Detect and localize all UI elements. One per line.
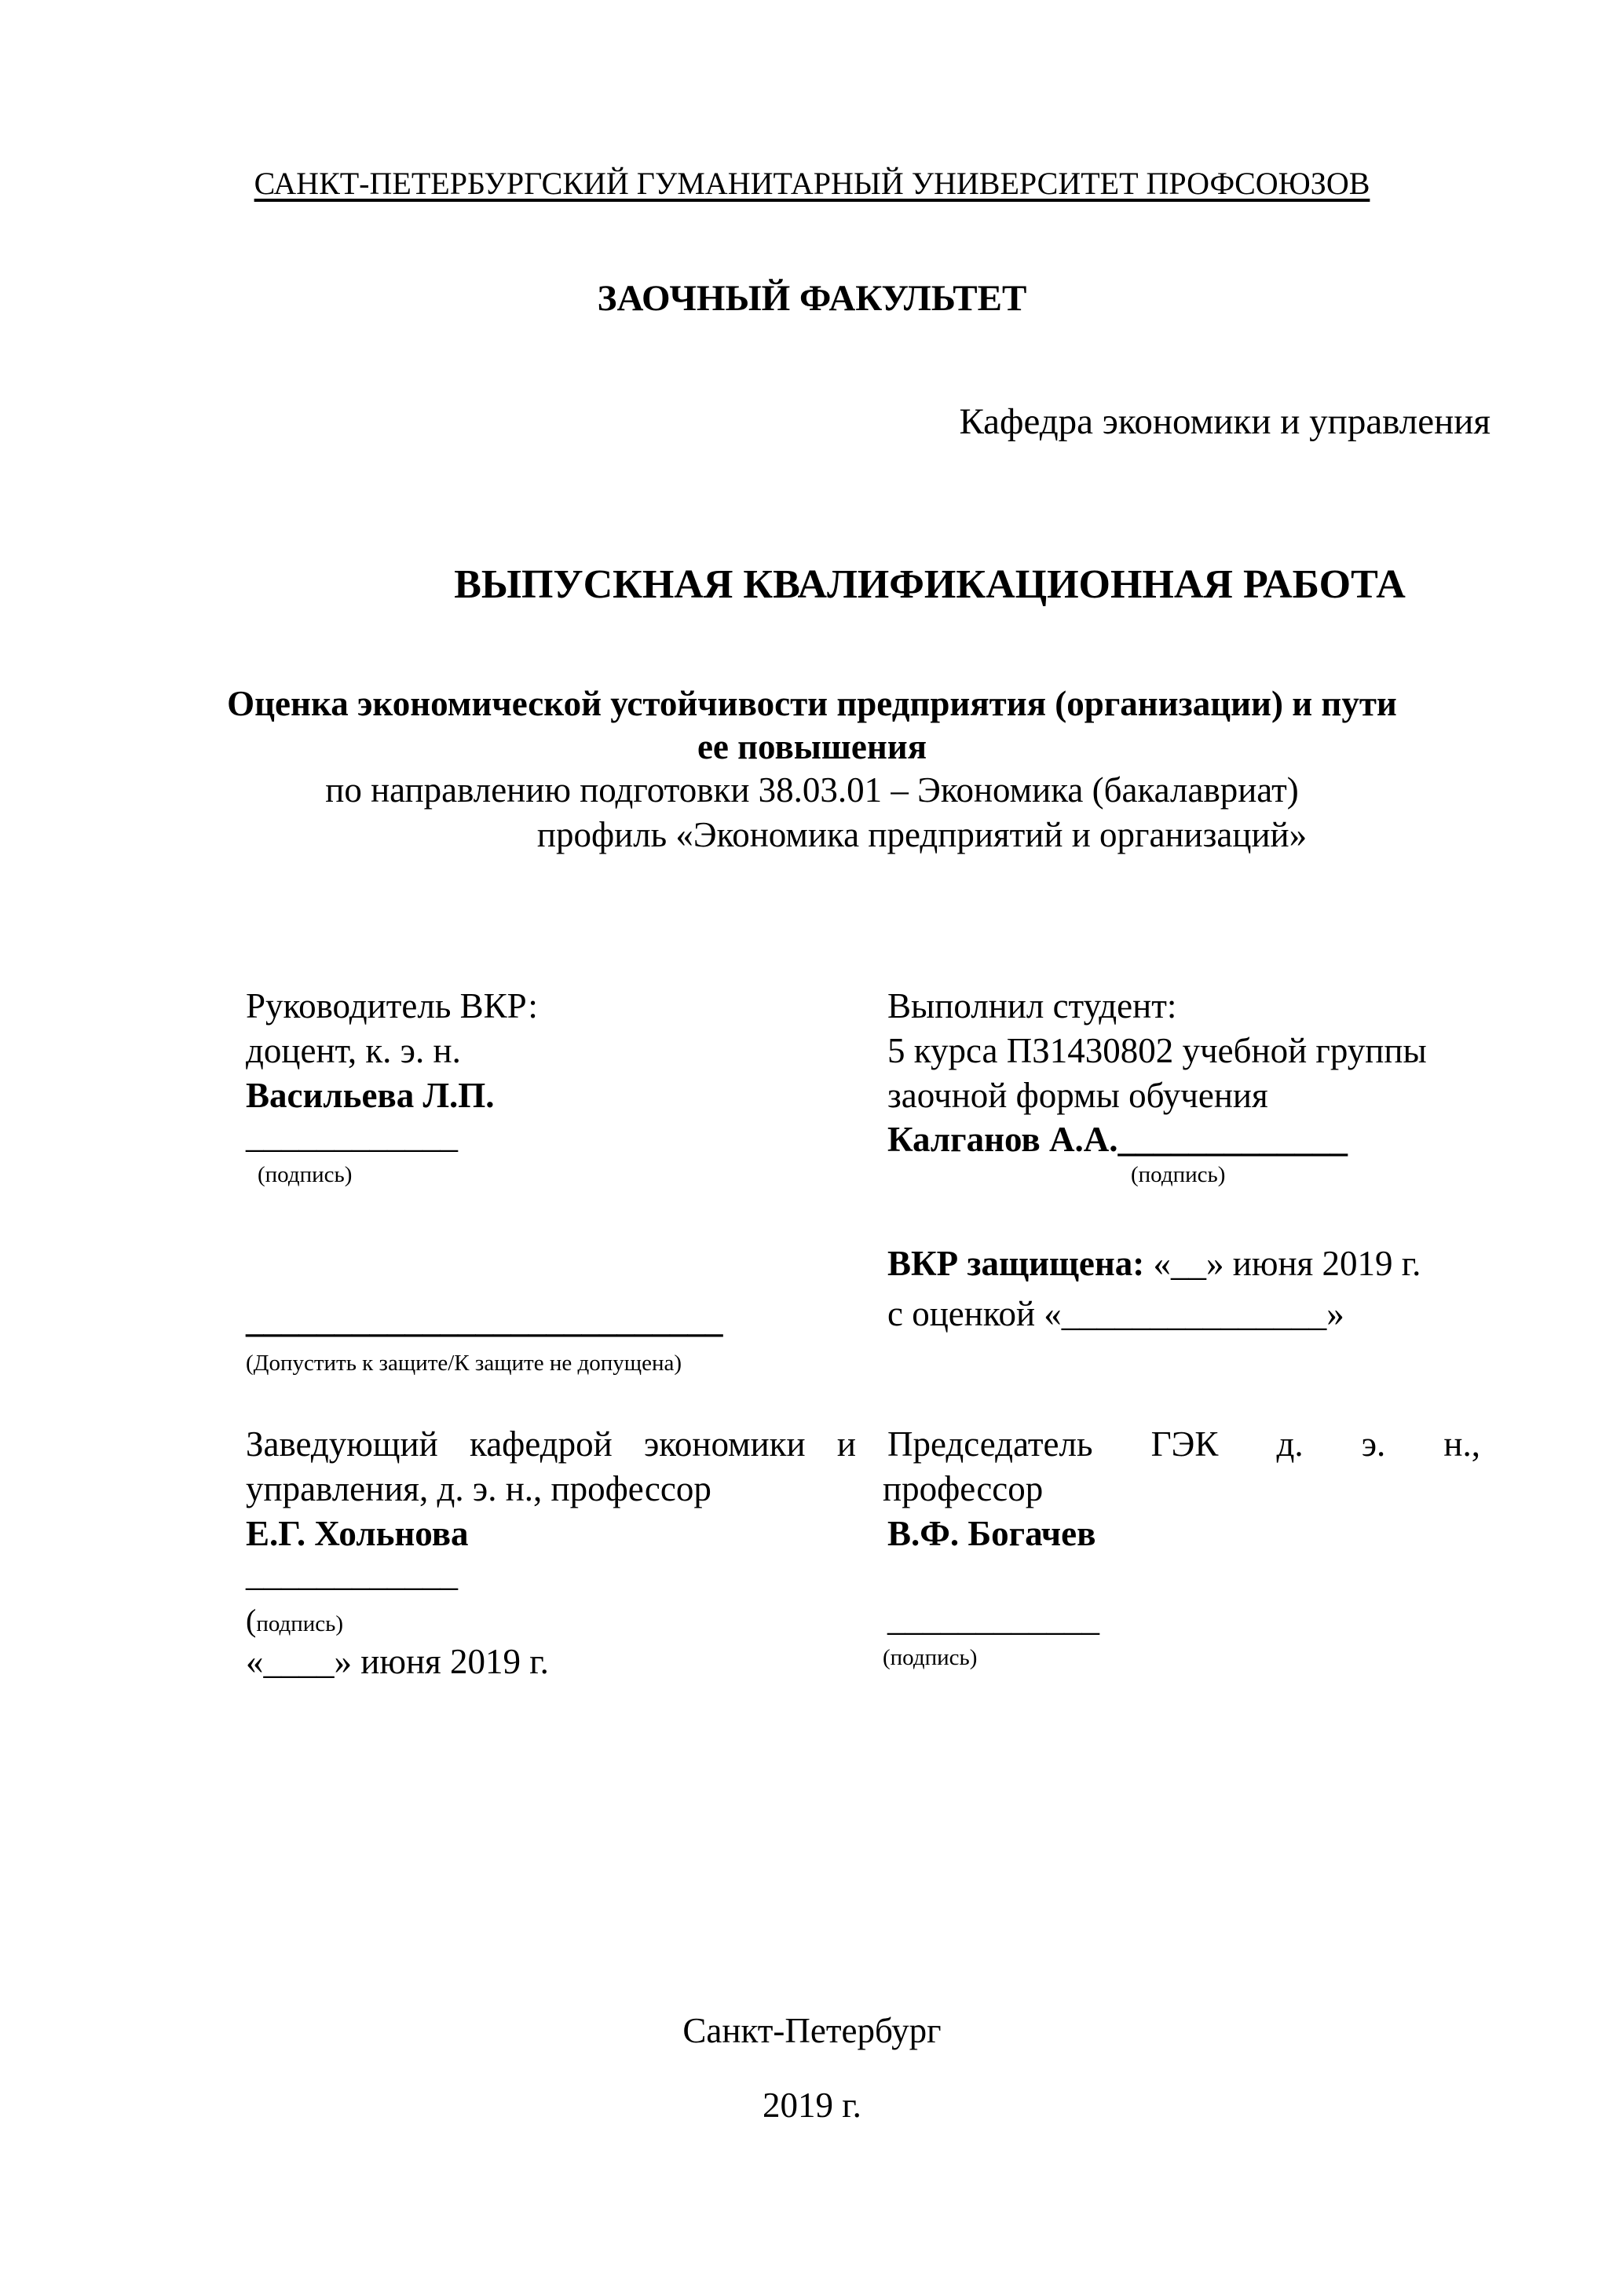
university-name: САНКТ-ПЕТЕРБУРГСКИЙ ГУМАНИТАРНЫЙ УНИВЕРСИТЕТ ПРОФСОЮЗОВ <box>254 166 1370 201</box>
head-title-word: кафедрой <box>470 1424 613 1464</box>
head-signature-line: ____________ <box>246 1554 458 1593</box>
student-name: Калганов А.А. <box>887 1120 1118 1159</box>
chairman-title-word: н., <box>1443 1424 1480 1464</box>
head-title-word: и <box>836 1424 856 1464</box>
defense-label: ВКР защищена: <box>887 1244 1145 1283</box>
head-signature-caption <box>246 1602 343 1639</box>
head-title-word: Заведующий <box>246 1424 438 1464</box>
head-title-line2: управления, д. э. н., профессор <box>246 1469 711 1508</box>
supervisor-signature-caption: (подпись) <box>258 1162 353 1187</box>
chairman-title-word: Председатель <box>887 1424 1093 1464</box>
student-course-group: 5 курса ПЗ1430802 учебной группы <box>887 1031 1427 1070</box>
head-name: Е.Г. Хольнова <box>246 1514 469 1553</box>
student-signature-caption: (подпись) <box>1131 1162 1226 1187</box>
footer-year: 2019 г. <box>763 2086 861 2125</box>
supervisor-degree: доцент, к. э. н. <box>246 1031 461 1070</box>
chairman-name: В.Ф. Богачев <box>887 1514 1096 1553</box>
defense-row <box>887 1243 1421 1284</box>
head-title-word: экономики <box>643 1424 806 1464</box>
chairman-signature-line: ____________ <box>887 1599 1099 1638</box>
head-title-line1 <box>246 1424 856 1464</box>
student-name-row <box>887 1119 1348 1160</box>
faculty-name: ЗАОЧНЫЙ ФАКУЛЬТЕТ <box>597 278 1027 319</box>
chairman-title-word: э. <box>1361 1424 1386 1464</box>
chairman-title-word: ГЭК <box>1150 1424 1219 1464</box>
student-signature-line: _____________ <box>1117 1120 1348 1159</box>
study-direction: по направлению подготовки 38.03.01 – Экономика (бакалавриат) <box>325 770 1299 810</box>
supervisor-name: Васильева Л.П. <box>246 1076 495 1115</box>
student-study-form: заочной формы обучения <box>887 1076 1268 1115</box>
defense-grade: с оценкой «_______________» <box>887 1294 1344 1333</box>
chairman-title-line2: профессор <box>883 1469 1044 1508</box>
supervisor-label: Руководитель ВКР: <box>246 986 538 1026</box>
topic-line-1: Оценка экономической устойчивости предприятия (организации) и пути <box>227 684 1397 723</box>
chairman-signature-caption: (подпись) <box>883 1645 978 1670</box>
footer-city: Санкт-Петербург <box>682 2011 942 2050</box>
head-signature-paren: ( <box>246 1603 257 1638</box>
student-label: Выполнил студент: <box>887 986 1177 1026</box>
department-name: Кафедра экономики и управления <box>959 401 1490 442</box>
chairman-title-line1 <box>887 1424 1480 1464</box>
head-signature-caption-text: подпись) <box>256 1611 344 1636</box>
chairman-title-word: д. <box>1276 1424 1304 1464</box>
study-profile: профиль «Экономика предприятий и организаций» <box>536 815 1308 854</box>
head-date: «____» июня 2019 г. <box>246 1642 549 1681</box>
admission-line: ___________________________ <box>246 1300 723 1340</box>
work-type-title: ВЫПУСКНАЯ КВАЛИФИКАЦИОННАЯ РАБОТА <box>454 562 1406 607</box>
admission-caption: (Допустить к защите/К защите не допущена) <box>246 1351 682 1376</box>
supervisor-signature-line: ____________ <box>246 1116 458 1155</box>
topic-line-2: ее повышения <box>697 727 927 766</box>
defense-date: «__» июня 2019 г. <box>1144 1244 1421 1283</box>
